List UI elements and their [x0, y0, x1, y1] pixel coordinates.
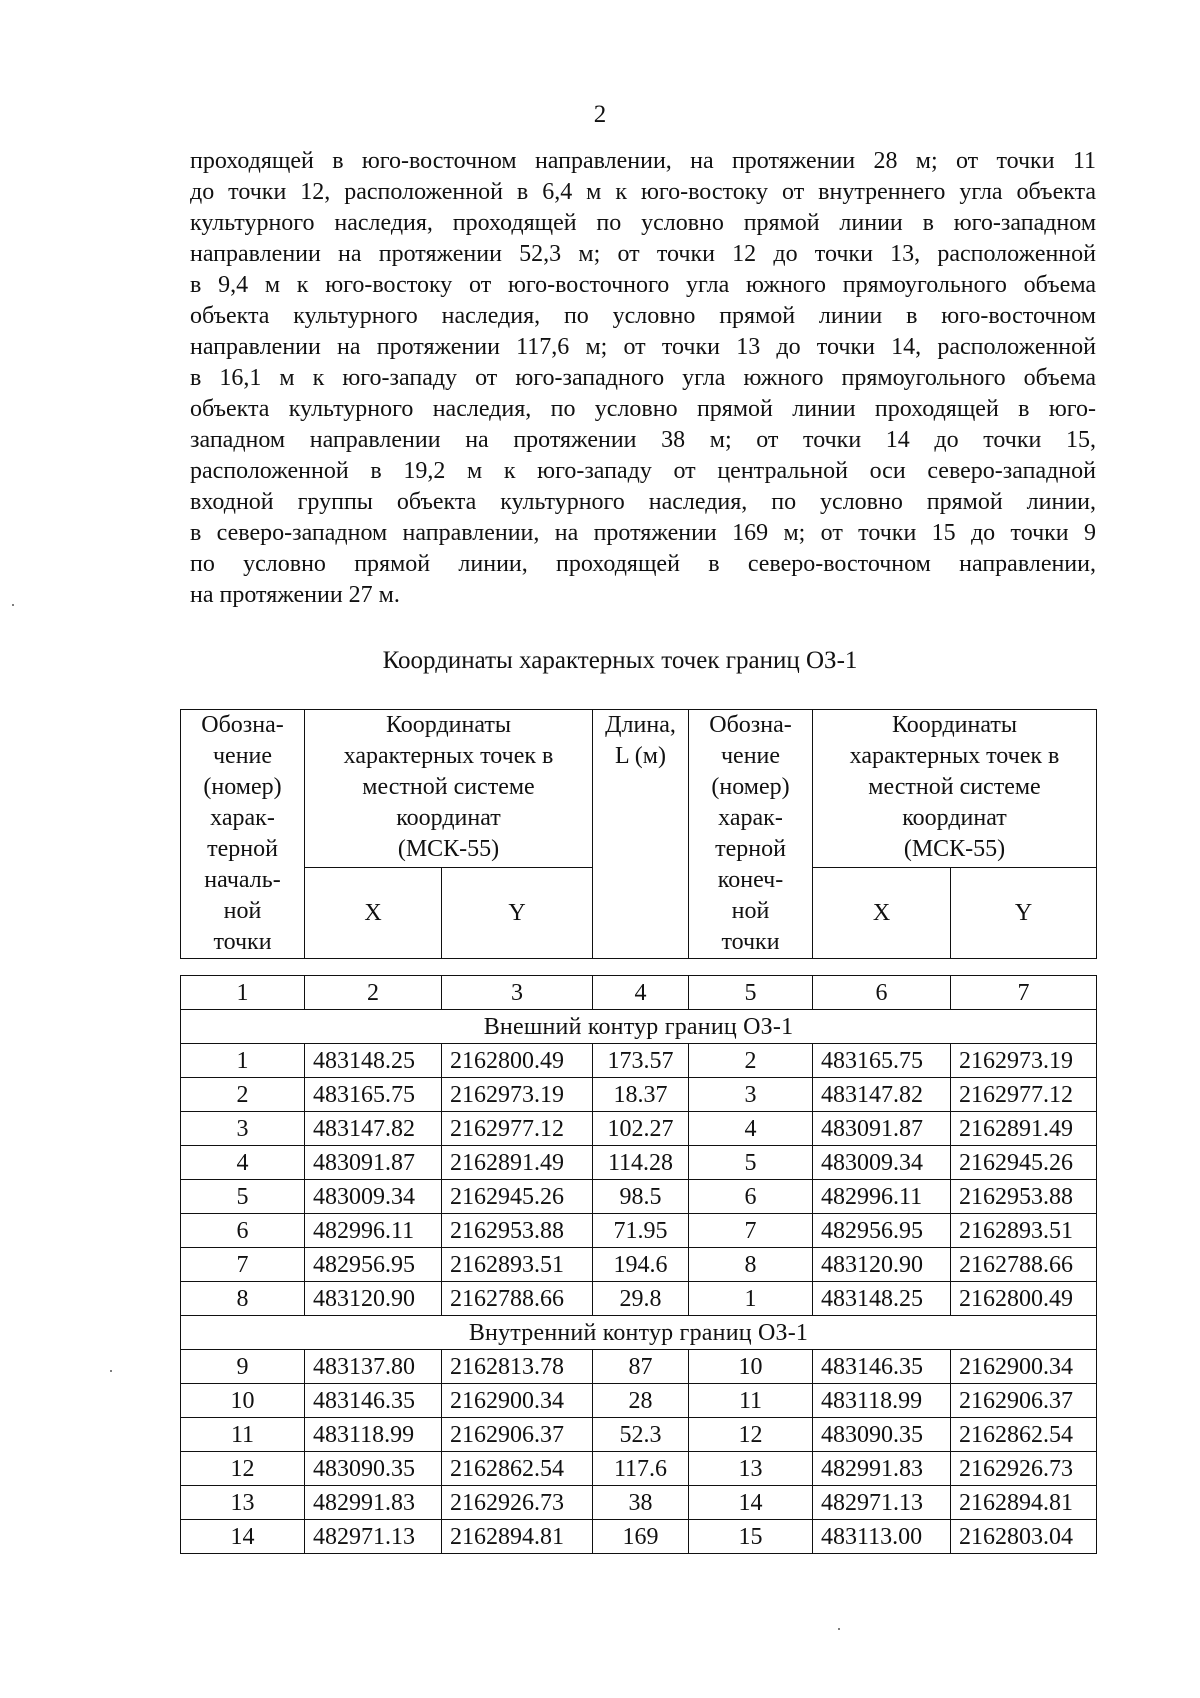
header-text-line: (номер) — [711, 774, 790, 800]
cell-end-x: 483009.34 — [813, 1146, 951, 1180]
cell-start-point: 5 — [181, 1180, 305, 1214]
paragraph-line: проходящей в юго-восточном направлении, на протяжении 28 м; от точки 11 — [190, 148, 1096, 174]
cell-end-point: 1 — [689, 1282, 813, 1316]
cell-end-point: 2 — [689, 1044, 813, 1078]
cell-end-y: 2162926.73 — [951, 1452, 1097, 1486]
cell-start-y: 2162894.81 — [442, 1520, 593, 1554]
cell-start-point: 12 — [181, 1452, 305, 1486]
scan-speck — [110, 1370, 112, 1372]
paragraph-line: до точки 12, расположенной в 6,4 м к юго-востоку от внутреннего угла объекта — [190, 179, 1096, 205]
cell-start-point: 11 — [181, 1418, 305, 1452]
cell-length: 169 — [593, 1520, 689, 1554]
paragraph-line: культурного наследия, проходящей по условно прямой линии в юго-западном — [190, 210, 1096, 236]
cell-end-point: 14 — [689, 1486, 813, 1520]
cell-start-y: 2162813.78 — [442, 1350, 593, 1384]
header-x-end: X — [813, 868, 951, 959]
cell-end-point: 4 — [689, 1112, 813, 1146]
cell-start-y: 2162977.12 — [442, 1112, 593, 1146]
paragraph-line: в 9,4 м к юго-востоку от юго-восточного угла южного прямоугольного объема — [190, 272, 1096, 298]
table-row — [181, 1180, 1097, 1214]
cell-start-point: 9 — [181, 1350, 305, 1384]
header-y-end: Y — [951, 868, 1097, 959]
cell-end-x: 483090.35 — [813, 1418, 951, 1452]
header-x-start: X — [305, 868, 442, 959]
table-row — [181, 1384, 1097, 1418]
cell-start-y: 2162926.73 — [442, 1486, 593, 1520]
scan-speck — [838, 1628, 840, 1630]
paragraph-line: объекта культурного наследия, по условно прямой линии проходящей в юго- — [190, 396, 1096, 422]
cell-end-point: 11 — [689, 1384, 813, 1418]
cell-start-x: 483118.99 — [305, 1418, 442, 1452]
cell-start-x: 483165.75 — [305, 1078, 442, 1112]
table-row — [181, 1248, 1097, 1282]
table-row — [181, 1282, 1097, 1316]
cell-end-y: 2162862.54 — [951, 1418, 1097, 1452]
cell-length: 173.57 — [593, 1044, 689, 1078]
table-row — [181, 1520, 1097, 1554]
header-end-point — [689, 710, 813, 959]
cell-end-y: 2162977.12 — [951, 1078, 1097, 1112]
cell-end-point: 10 — [689, 1350, 813, 1384]
coordinates-table — [180, 975, 1097, 1554]
cell-start-point: 6 — [181, 1214, 305, 1248]
header-text-line: началь- — [204, 867, 281, 893]
header-text-line: (МСК-55) — [903, 836, 1006, 862]
paragraph-line: по условно прямой линии, проходящей в северо-восточном направлении, — [190, 551, 1096, 577]
cell-length: 71.95 — [593, 1214, 689, 1248]
header-text-line: координат — [902, 805, 1007, 831]
cell-end-x: 482956.95 — [813, 1214, 951, 1248]
table-row — [181, 1452, 1097, 1486]
header-text-line: конеч- — [717, 867, 784, 893]
cell-length: 98.5 — [593, 1180, 689, 1214]
cell-end-x: 483120.90 — [813, 1248, 951, 1282]
header-text-line: Координаты — [385, 712, 512, 738]
column-number: 7 — [951, 976, 1097, 1010]
cell-start-y: 2162788.66 — [442, 1282, 593, 1316]
table-row — [181, 1078, 1097, 1112]
cell-start-x: 483137.80 — [305, 1350, 442, 1384]
cell-start-point: 13 — [181, 1486, 305, 1520]
header-text-line: чение — [720, 743, 781, 769]
cell-end-x: 482996.11 — [813, 1180, 951, 1214]
body-paragraph — [190, 146, 1096, 611]
cell-end-point: 15 — [689, 1520, 813, 1554]
cell-length: 114.28 — [593, 1146, 689, 1180]
table-row — [181, 1146, 1097, 1180]
scan-speck — [12, 604, 14, 606]
cell-length: 28 — [593, 1384, 689, 1418]
cell-start-point: 14 — [181, 1520, 305, 1554]
cell-end-point: 8 — [689, 1248, 813, 1282]
header-text-line: местной системе — [868, 774, 1041, 800]
section-title: Внутренний контур границ ОЗ-1 — [181, 1316, 1097, 1350]
cell-end-x: 483147.82 — [813, 1078, 951, 1112]
coordinates-table-header — [180, 709, 1097, 959]
cell-end-y: 2162894.81 — [951, 1486, 1097, 1520]
cell-end-y: 2162891.49 — [951, 1112, 1097, 1146]
paragraph-line: в 16,1 м к юго-западу от юго-западного угла южного прямоугольного объема — [190, 365, 1096, 391]
cell-start-y: 2162891.49 — [442, 1146, 593, 1180]
cell-end-y: 2162953.88 — [951, 1180, 1097, 1214]
cell-start-y: 2162800.49 — [442, 1044, 593, 1078]
cell-length: 194.6 — [593, 1248, 689, 1282]
cell-end-y: 2162906.37 — [951, 1384, 1097, 1418]
cell-start-point: 10 — [181, 1384, 305, 1418]
cell-end-point: 3 — [689, 1078, 813, 1112]
header-text-line: терной — [715, 836, 786, 862]
cell-start-y: 2162953.88 — [442, 1214, 593, 1248]
header-text-line: ной — [731, 898, 770, 924]
table-row — [181, 1214, 1097, 1248]
cell-end-x: 482971.13 — [813, 1486, 951, 1520]
cell-end-y: 2162788.66 — [951, 1248, 1097, 1282]
cell-start-y: 2162893.51 — [442, 1248, 593, 1282]
table-row — [181, 1112, 1097, 1146]
header-text-line: (МСК-55) — [397, 836, 500, 862]
cell-end-point: 12 — [689, 1418, 813, 1452]
cell-start-point: 8 — [181, 1282, 305, 1316]
table-row — [181, 1044, 1097, 1078]
paragraph-line: направлении на протяжении 117,6 м; от точки 13 до точки 14, расположенной — [190, 334, 1096, 360]
cell-end-point: 6 — [689, 1180, 813, 1214]
column-number-row — [181, 976, 1097, 1010]
cell-end-point: 13 — [689, 1452, 813, 1486]
header-coordinates-end — [813, 710, 1097, 868]
column-number: 1 — [181, 976, 305, 1010]
cell-start-x: 482991.83 — [305, 1486, 442, 1520]
column-number: 2 — [305, 976, 442, 1010]
header-text-line: (номер) — [203, 774, 282, 800]
cell-start-y: 2162906.37 — [442, 1418, 593, 1452]
cell-length: 52.3 — [593, 1418, 689, 1452]
paragraph-line: на протяжении 27 м. — [190, 582, 400, 608]
section-header-row — [181, 1316, 1097, 1350]
header-text-line: координат — [396, 805, 501, 831]
cell-end-y: 2162803.04 — [951, 1520, 1097, 1554]
cell-end-y: 2162945.26 — [951, 1146, 1097, 1180]
header-text-line: местной системе — [362, 774, 535, 800]
section-header-row — [181, 1010, 1097, 1044]
column-number: 4 — [593, 976, 689, 1010]
cell-end-x: 483113.00 — [813, 1520, 951, 1554]
cell-start-x: 482956.95 — [305, 1248, 442, 1282]
header-start-point — [181, 710, 305, 959]
cell-end-point: 5 — [689, 1146, 813, 1180]
header-y-start: Y — [442, 868, 593, 959]
cell-end-y: 2162800.49 — [951, 1282, 1097, 1316]
header-text-line: терной — [207, 836, 278, 862]
table-row — [181, 1418, 1097, 1452]
cell-start-y: 2162973.19 — [442, 1078, 593, 1112]
cell-start-x: 483148.25 — [305, 1044, 442, 1078]
cell-start-x: 483090.35 — [305, 1452, 442, 1486]
paragraph-line: расположенной в 19,2 м к юго-западу от центральной оси северо-западной — [190, 458, 1096, 484]
cell-start-point: 2 — [181, 1078, 305, 1112]
column-number: 6 — [813, 976, 951, 1010]
table-row — [181, 1350, 1097, 1384]
cell-start-x: 483146.35 — [305, 1384, 442, 1418]
cell-end-x: 482991.83 — [813, 1452, 951, 1486]
header-text-line: L (м) — [615, 743, 666, 769]
cell-length: 102.27 — [593, 1112, 689, 1146]
paragraph-line: западном направлении на протяжении 38 м; от точки 14 до точки 15, — [190, 427, 1096, 453]
header-text-line: точки — [721, 929, 780, 955]
cell-start-x: 482971.13 — [305, 1520, 442, 1554]
cell-start-point: 3 — [181, 1112, 305, 1146]
cell-end-y: 2162973.19 — [951, 1044, 1097, 1078]
cell-end-x: 483165.75 — [813, 1044, 951, 1078]
header-text-line: Координаты — [891, 712, 1018, 738]
cell-length: 29.8 — [593, 1282, 689, 1316]
paragraph-line: в северо-западном направлении, на протяжении 169 м; от точки 15 до точки 9 — [190, 520, 1096, 546]
cell-start-point: 1 — [181, 1044, 305, 1078]
header-text-line: Обозна- — [201, 712, 284, 738]
cell-end-x: 483148.25 — [813, 1282, 951, 1316]
cell-start-x: 482996.11 — [305, 1214, 442, 1248]
column-number: 3 — [442, 976, 593, 1010]
cell-length: 87 — [593, 1350, 689, 1384]
cell-start-y: 2162862.54 — [442, 1452, 593, 1486]
cell-length: 38 — [593, 1486, 689, 1520]
paragraph-line: объекта культурного наследия, по условно прямой линии в юго-восточном — [190, 303, 1096, 329]
cell-start-x: 483120.90 — [305, 1282, 442, 1316]
page-number: 2 — [593, 101, 607, 128]
cell-end-x: 483146.35 — [813, 1350, 951, 1384]
header-text-line: Обозна- — [709, 712, 792, 738]
table-row — [181, 1486, 1097, 1520]
cell-start-x: 483009.34 — [305, 1180, 442, 1214]
header-text-line: точки — [213, 929, 272, 955]
cell-end-y: 2162893.51 — [951, 1214, 1097, 1248]
cell-end-point: 7 — [689, 1214, 813, 1248]
cell-start-x: 483147.82 — [305, 1112, 442, 1146]
header-text-line: характерных точек в — [849, 743, 1060, 769]
section-title: Внешний контур границ ОЗ-1 — [181, 1010, 1097, 1044]
cell-start-y: 2162945.26 — [442, 1180, 593, 1214]
cell-length: 117.6 — [593, 1452, 689, 1486]
column-number: 5 — [689, 976, 813, 1010]
header-text-line: харак- — [718, 805, 783, 831]
table-title: Координаты характерных точек границ ОЗ-1 — [382, 647, 858, 674]
header-length — [593, 710, 689, 959]
cell-end-y: 2162900.34 — [951, 1350, 1097, 1384]
cell-end-x: 483091.87 — [813, 1112, 951, 1146]
header-text-line: чение — [212, 743, 273, 769]
cell-length: 18.37 — [593, 1078, 689, 1112]
header-text-line: характерных точек в — [343, 743, 554, 769]
header-text-line: харак- — [210, 805, 275, 831]
cell-start-y: 2162900.34 — [442, 1384, 593, 1418]
cell-start-point: 7 — [181, 1248, 305, 1282]
cell-start-point: 4 — [181, 1146, 305, 1180]
cell-start-x: 483091.87 — [305, 1146, 442, 1180]
cell-end-x: 483118.99 — [813, 1384, 951, 1418]
header-text-line: Длина, — [605, 712, 676, 738]
paragraph-line: входной группы объекта культурного наследия, по условно прямой линии, — [190, 489, 1096, 515]
paragraph-line: направлении на протяжении 52,3 м; от точки 12 до точки 13, расположенной — [190, 241, 1096, 267]
header-coordinates-start — [305, 710, 593, 868]
header-text-line: ной — [223, 898, 262, 924]
